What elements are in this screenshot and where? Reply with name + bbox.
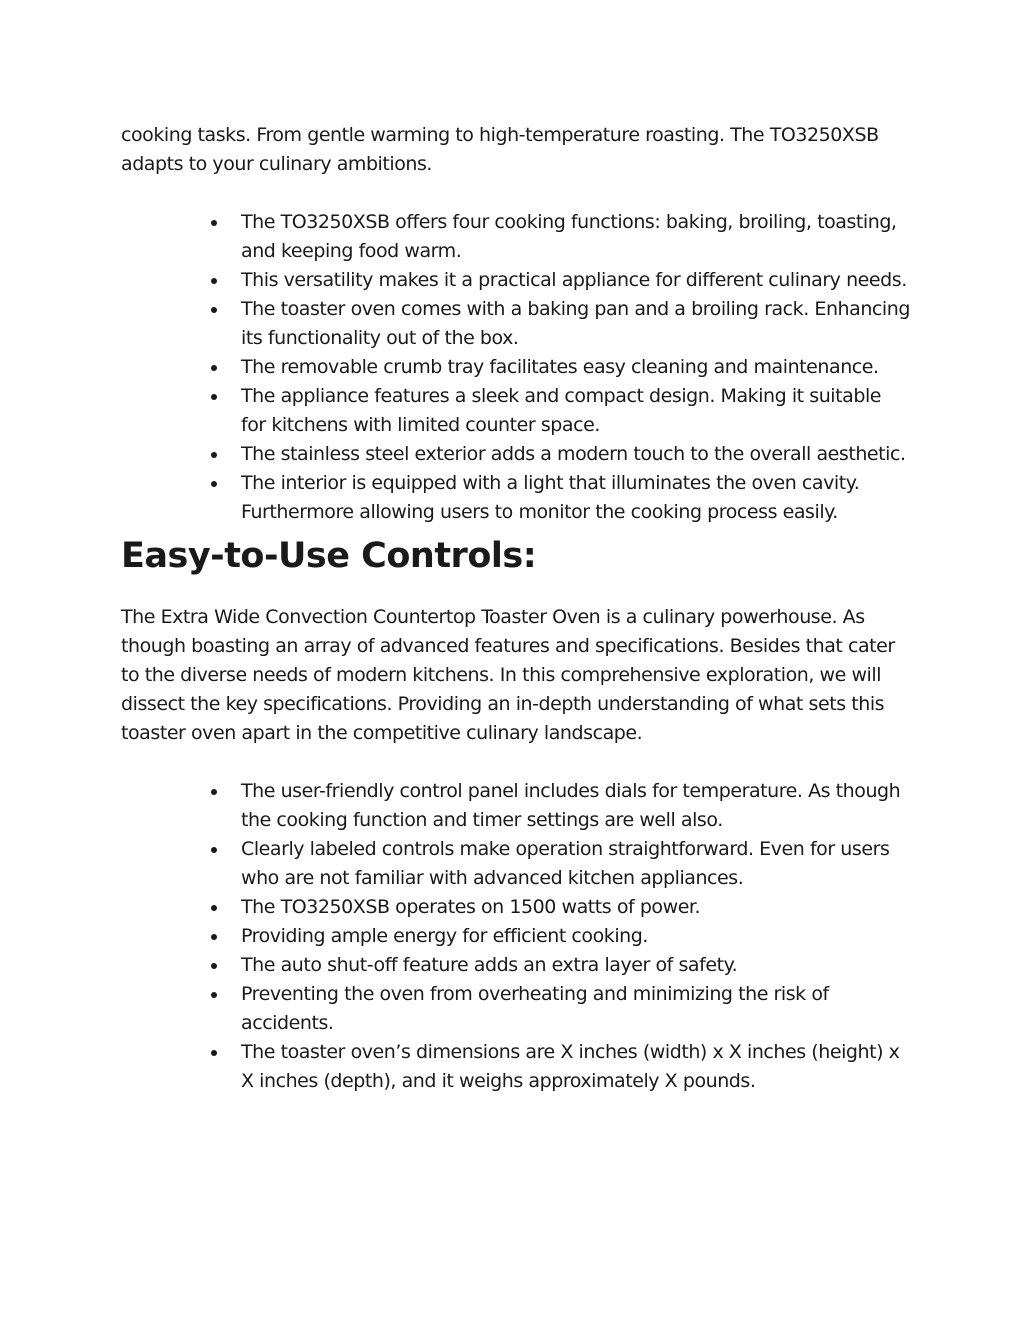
list-item [241,382,911,440]
bullet-icon [211,789,217,795]
list-item-text: Clearly labeled controls make operation straightforward. Even for users who are not familiar with advanced kitchen appliances. [241,838,890,889]
list-item [241,1038,911,1096]
list-item-text: Providing ample energy for efficient cooking. [241,925,648,947]
controls-list [121,777,911,1096]
bullet-icon [211,905,217,911]
bullet-icon [211,394,217,400]
list-item [241,951,911,980]
bullet-icon [211,847,217,853]
list-item [241,980,911,1038]
list-item [241,777,911,835]
list-item-text: Preventing the oven from overheating and minimizing the risk of accidents. [241,983,829,1034]
features-list [121,208,911,527]
list-item-text: The TO3250XSB operates on 1500 watts of power. [241,896,701,918]
bullet-icon [211,992,217,998]
bullet-icon [211,452,217,458]
list-item-text: The appliance features a sleek and compact design. Making it suitable for kitchens with limited counter space. [241,385,882,436]
list-item [241,353,911,382]
bullet-icon [211,963,217,969]
list-item-text: The toaster oven’s dimensions are X inches (width) x X inches (height) x X inches (depth), and it weighs approximately X pounds. [241,1041,900,1092]
list-item [241,295,911,353]
bullet-icon [211,481,217,487]
list-item [241,208,911,266]
list-item-text: The auto shut-off feature adds an extra layer of safety. [241,954,738,976]
bullet-icon [211,220,217,226]
list-item-text: The toaster oven comes with a baking pan and a broiling rack. Enhancing its functionality out of the box. [241,298,910,349]
list-item [241,469,911,527]
bullet-icon [211,307,217,313]
bullet-icon [211,1050,217,1056]
section-paragraph: The Extra Wide Convection Countertop Toaster Oven is a culinary powerhouse. As though boasting an array of advanced features and specifications. Besides that cater to the diverse needs of modern kitchens. In this comprehensive exploration, we will dissect the key specifications. Providing an in-depth understanding of what sets this toaster oven apart in the competitive culinary landscape. [121,606,895,744]
list-item [241,893,911,922]
list-item-text: This versatility makes it a practical appliance for different culinary needs. [241,269,907,291]
list-item [241,266,911,295]
intro-paragraph: cooking tasks. From gentle warming to high-temperature roasting. The TO3250XSB adapts to your culinary ambitions. [121,124,879,175]
list-item-text: The interior is equipped with a light that illuminates the oven cavity. Furthermore allowing users to monitor the cooking process easily. [241,472,860,523]
bullet-icon [211,934,217,940]
bullet-icon [211,278,217,284]
list-item [241,440,911,469]
list-item-text: The TO3250XSB offers four cooking functions: baking, broiling, toasting, and keeping food warm. [241,211,897,262]
section-heading: Easy-to-Use Controls: [121,536,537,576]
list-item [241,835,911,893]
document-page [121,121,911,1096]
list-item-text: The removable crumb tray facilitates easy cleaning and maintenance. [241,356,879,378]
list-item-text: The user-friendly control panel includes dials for temperature. As though the cooking function and timer settings are well also. [241,780,901,831]
list-item [241,922,911,951]
list-item-text: The stainless steel exterior adds a modern touch to the overall aesthetic. [241,443,906,465]
bullet-icon [211,365,217,371]
